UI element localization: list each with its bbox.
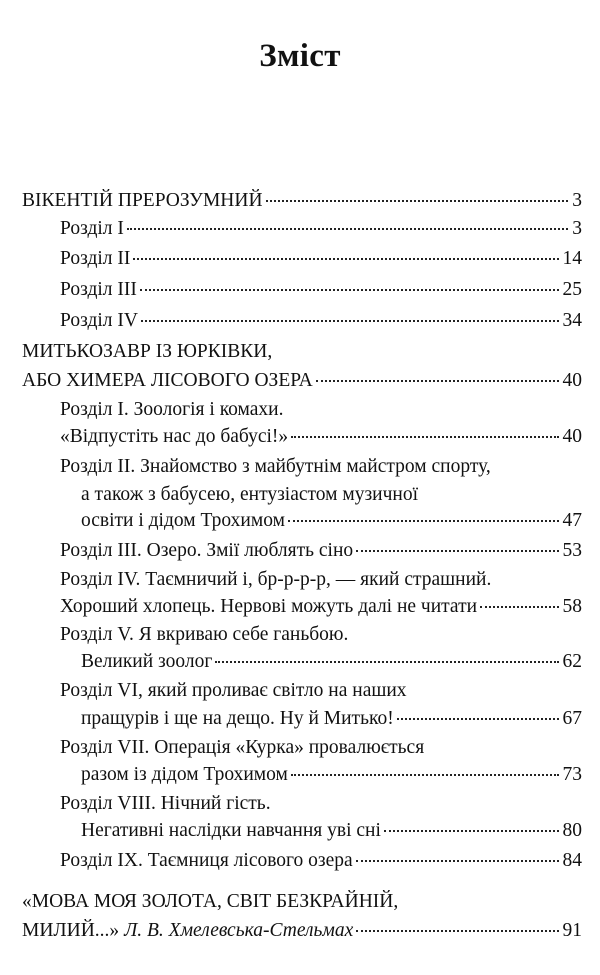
toc-entry-title: «Відпустіть нас до бабусі!» bbox=[60, 426, 289, 447]
leader-dots bbox=[291, 436, 558, 438]
toc-page-number: 25 bbox=[562, 279, 582, 300]
leader-dots bbox=[133, 258, 558, 260]
toc-entry bbox=[0, 763, 582, 787]
toc-page-number: 73 bbox=[562, 764, 582, 785]
toc-page-number: 84 bbox=[562, 850, 582, 871]
leader-dots bbox=[480, 606, 558, 608]
toc-entry-title-part: МИЛИЙ...» bbox=[22, 920, 120, 941]
leader-dots bbox=[291, 774, 559, 776]
leader-dots bbox=[127, 228, 568, 230]
toc-entry-line bbox=[0, 623, 582, 647]
toc-entry-title: МИТЬКОЗАВР ІЗ ЮРКІВКИ, bbox=[22, 341, 273, 362]
toc-entry-title: Розділ IV. Таємничий і, бр-р-р-р, — який страшний. bbox=[60, 569, 492, 590]
toc-entry-line bbox=[0, 455, 582, 479]
toc-entry bbox=[0, 509, 582, 533]
leader-dots bbox=[356, 930, 558, 932]
leader-dots bbox=[215, 661, 558, 663]
toc-entry bbox=[0, 189, 582, 213]
toc-entry-title: пращурів і ще на дещо. Ну й Митько! bbox=[81, 708, 394, 729]
toc-entry bbox=[0, 595, 582, 619]
toc-entry bbox=[0, 369, 582, 393]
toc-entry-title: Хороший хлопець. Нервові можуть далі не читати bbox=[60, 596, 478, 617]
toc-entry-title: Розділ ІІІ. Озеро. Змії люблять сіно bbox=[60, 540, 354, 561]
toc-entry-title: Розділ ІІ bbox=[60, 248, 131, 269]
toc-entry-title: «МОВА МОЯ ЗОЛОТА, СВІТ БЕЗКРАЙНІЙ, bbox=[22, 891, 399, 912]
leader-dots bbox=[266, 200, 569, 202]
toc-page-number: 14 bbox=[562, 248, 582, 269]
toc-entry-title: Розділ IX. Таємниця лісового озера bbox=[60, 850, 353, 871]
toc-entry-title bbox=[22, 919, 353, 943]
toc-entry-line bbox=[0, 398, 582, 422]
toc-entry bbox=[0, 819, 582, 843]
toc-entry-line bbox=[0, 792, 582, 816]
toc-page-number: 53 bbox=[562, 540, 582, 561]
toc-entry-title: разом із дідом Трохимом bbox=[81, 764, 288, 785]
page-title: Зміст bbox=[259, 38, 341, 74]
toc-page-number: 80 bbox=[562, 820, 582, 841]
toc-entry bbox=[0, 707, 582, 731]
toc-page-number: 91 bbox=[562, 920, 582, 941]
leader-dots bbox=[140, 289, 559, 291]
toc-entry-title: Великий зоолог bbox=[81, 651, 213, 672]
toc-page-number: 40 bbox=[562, 426, 582, 447]
leader-dots bbox=[384, 830, 559, 832]
toc-entry bbox=[0, 919, 582, 943]
toc-entry-title: Розділ VIII. Нічний гість. bbox=[60, 793, 271, 814]
leader-dots bbox=[397, 718, 559, 720]
toc-page-number: 62 bbox=[562, 651, 582, 672]
leader-dots bbox=[356, 860, 559, 862]
toc-entry-author: Л. В. Хмелевська-Стельмах bbox=[124, 920, 354, 941]
toc-entry bbox=[0, 278, 582, 302]
toc-entry-title: АБО ХИМЕРА ЛІСОВОГО ОЗЕРА bbox=[22, 370, 313, 391]
toc-entry-title: Розділ VI, який проливає світло на наших bbox=[60, 680, 407, 701]
toc-entry bbox=[0, 217, 582, 241]
toc-page-number: 34 bbox=[562, 310, 582, 331]
toc-entry bbox=[0, 247, 582, 271]
toc-entry bbox=[0, 849, 582, 873]
leader-dots bbox=[141, 320, 559, 322]
toc-page-number: 67 bbox=[562, 708, 582, 729]
toc-page-number: 47 bbox=[562, 510, 582, 531]
leader-dots bbox=[356, 550, 558, 552]
toc-entry bbox=[0, 650, 582, 674]
leader-dots bbox=[288, 520, 559, 522]
toc-entry-title: Розділ IV bbox=[60, 310, 138, 331]
toc-entry-title: Розділ І. Зоологія і комахи. bbox=[60, 399, 284, 420]
toc-entry bbox=[0, 309, 582, 333]
toc-entry-line bbox=[0, 890, 582, 914]
toc-entry-title: Розділ VII. Операція «Курка» провалюється bbox=[60, 737, 425, 758]
toc-entry-title: Розділ ІІІ bbox=[60, 279, 137, 300]
toc-entry-line bbox=[0, 736, 582, 760]
toc-entry-title: Розділ ІІ. Знайомство з майбутнім майстром спорту, bbox=[60, 456, 491, 477]
toc-entry-line bbox=[0, 568, 582, 592]
toc-page-number: 40 bbox=[562, 370, 582, 391]
toc-entry bbox=[0, 425, 582, 449]
toc-page-number: 3 bbox=[572, 218, 582, 239]
toc-entry-line bbox=[0, 679, 582, 703]
toc-entry-title: ВІКЕНТІЙ ПРЕРОЗУМНИЙ bbox=[22, 190, 263, 211]
toc-entry-title: Розділ V. Я вкриваю себе ганьбою. bbox=[60, 624, 349, 645]
toc-entry-title: освіти і дідом Трохимом bbox=[81, 510, 285, 531]
toc-entry-title: Негативні наслідки навчання уві сні bbox=[81, 820, 381, 841]
toc-entry-title: а також з бабусею, ентузіастом музичної bbox=[81, 484, 419, 505]
toc-entry-line bbox=[0, 340, 582, 364]
leader-dots bbox=[316, 380, 559, 382]
toc-entry-line bbox=[0, 483, 582, 507]
toc-entry bbox=[0, 539, 582, 563]
toc-page-number: 58 bbox=[562, 596, 582, 617]
toc-entry-title: Розділ І bbox=[60, 218, 124, 239]
toc-page-number: 3 bbox=[572, 190, 582, 211]
